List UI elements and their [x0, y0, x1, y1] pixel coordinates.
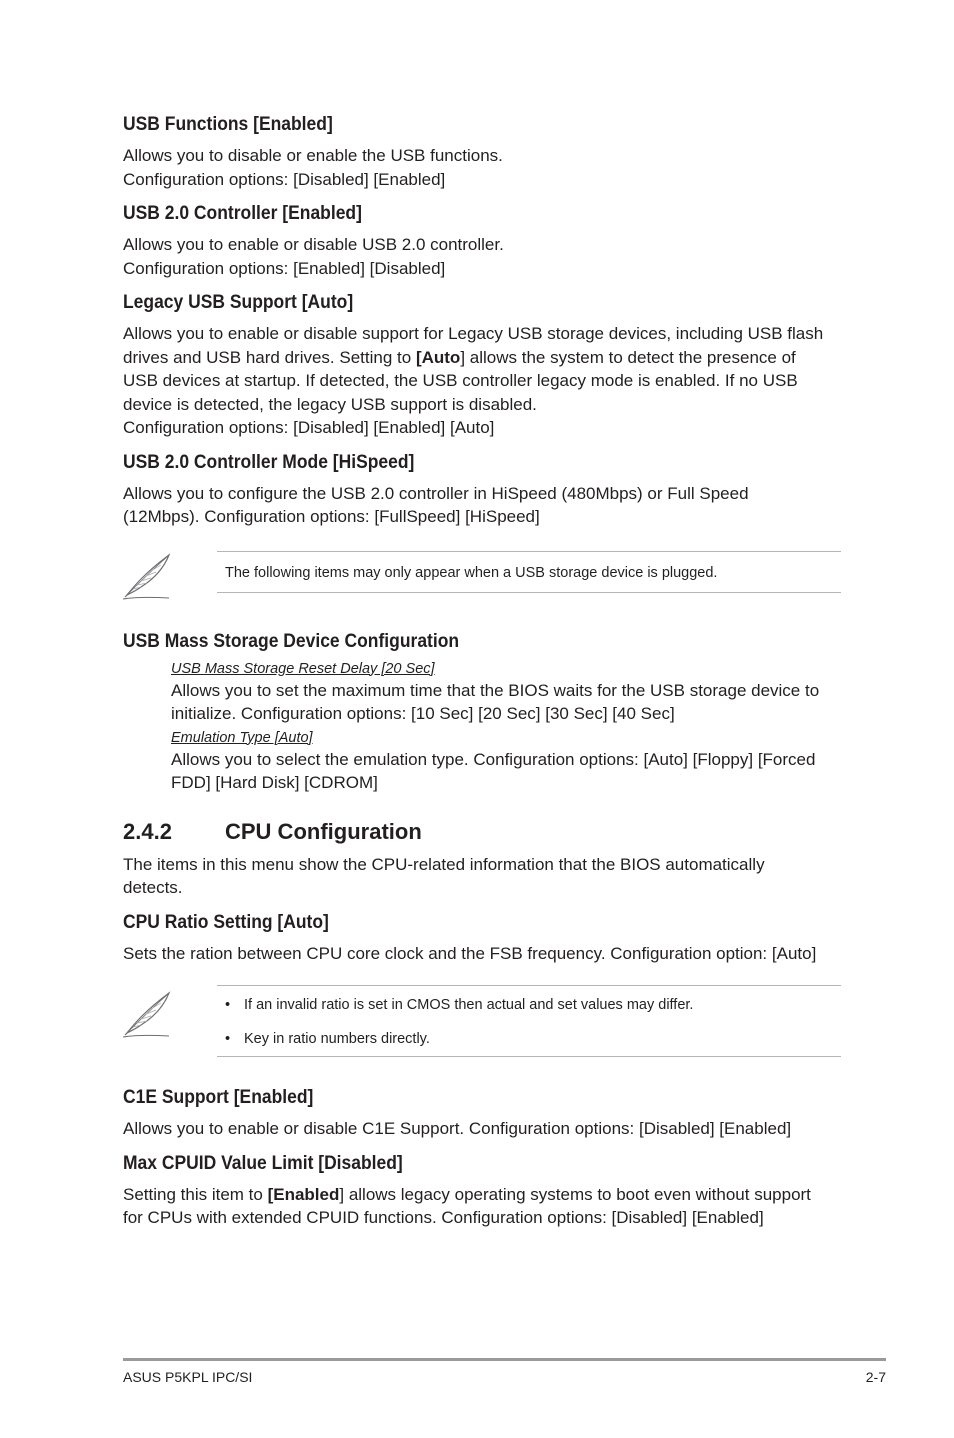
- paragraph-c1e: [123, 1117, 838, 1141]
- footer-page-number: 2-7: [865, 1369, 886, 1385]
- text-line: Allows you to enable or disable C1E Support. Configuration options: [Disabled] [Enabled]: [123, 1119, 792, 1138]
- text-line: [123, 346, 838, 370]
- list-item: [225, 1030, 841, 1048]
- text-line: FDD] [Hard Disk] [CDROM]: [171, 773, 378, 792]
- bold-run: [Auto: [415, 347, 461, 367]
- text-line: detects.: [123, 878, 183, 897]
- page-content: [123, 114, 838, 1242]
- paragraph-usb20-mode: [123, 482, 838, 529]
- section-cpu-ratio: [123, 912, 838, 966]
- list-item: [225, 996, 841, 1014]
- bullet: •: [225, 1031, 231, 1047]
- section-cpu-configuration: [123, 853, 838, 900]
- text-line: Allows you to select the emulation type. Configuration options: [Auto] [Floppy] [Forced: [171, 749, 816, 769]
- note-box: [217, 985, 841, 1057]
- bullet: •: [225, 997, 231, 1013]
- heading-usb20-mode: USB 2.0 Controller Mode [HiSpeed]: [123, 451, 415, 473]
- note-usb-storage: [121, 551, 838, 609]
- section-c1e: [123, 1087, 838, 1141]
- subitem-emulation-type: [171, 728, 838, 795]
- text-run: ] allows the system to detect the presence of: [460, 347, 796, 367]
- paragraph-cpu-ratio: [123, 942, 838, 966]
- text-line: Configuration options: [Disabled] [Enabled] [Auto]: [123, 418, 495, 437]
- text-line: Allows you to enable or disable support for Legacy USB storage devices, including USB flash: [123, 324, 824, 343]
- section-number: 2.4.2: [123, 818, 172, 844]
- paragraph-reset-delay: [171, 679, 838, 726]
- note-list: [217, 986, 841, 1056]
- list-item-text: If an invalid ratio is set in CMOS then actual and set values may differ.: [244, 997, 694, 1013]
- note-text: The following items may only appear when a USB storage device is plugged.: [225, 564, 718, 581]
- text-line: The items in this menu show the CPU-related information that the BIOS automatically: [123, 854, 765, 874]
- paragraph-emulation-type: [171, 748, 838, 795]
- text-line: device is detected, the legacy USB support is disabled.: [123, 394, 537, 414]
- text-line: for CPUs with extended CPUID functions. Configuration options: [Disabled] [Enabled]: [123, 1208, 764, 1227]
- footer-product-name: ASUS P5KPL IPC/SI: [123, 1369, 253, 1385]
- text-line: Allows you to set the maximum time that the BIOS waits for the USB storage device to: [171, 680, 820, 700]
- heading-legacy-usb: Legacy USB Support [Auto]: [123, 292, 354, 313]
- heading-cpu-ratio: CPU Ratio Setting [Auto]: [123, 911, 329, 933]
- footer-rule: [123, 1358, 886, 1361]
- heading-cpu-configuration: [123, 819, 838, 845]
- text-run: Setting this item to: [123, 1184, 268, 1204]
- heading-mass-storage: USB Mass Storage Device Configuration: [123, 630, 460, 652]
- text-line: Sets the ration between CPU core clock and the FSB frequency. Configuration option: [Auto]: [123, 943, 817, 963]
- section-usb20-mode: [123, 452, 838, 529]
- text-line: Allows you to disable or enable the USB functions.: [123, 146, 503, 165]
- text-line: Configuration options: [Disabled] [Enabled]: [123, 169, 446, 189]
- subitem-reset-delay: [171, 659, 838, 726]
- subheading-emulation-type: Emulation Type [Auto]: [171, 729, 313, 746]
- feather-pen-icon: [121, 551, 173, 601]
- text-run: drives and USB hard drives. Setting to: [123, 347, 416, 367]
- section-mass-storage: [123, 631, 838, 795]
- section-max-cpuid: [123, 1153, 838, 1230]
- text-line: (12Mbps). Configuration options: [FullSpeed] [HiSpeed]: [123, 507, 540, 526]
- paragraph-cpu-configuration: [123, 853, 838, 900]
- section-legacy-usb: [123, 292, 838, 440]
- text-line: Allows you to enable or disable USB 2.0 controller.: [123, 235, 504, 254]
- text-run: ] allows legacy operating systems to boot even without support: [339, 1184, 811, 1204]
- paragraph-legacy-usb: [123, 322, 838, 440]
- paragraph-usb-functions: [123, 144, 838, 191]
- text-line: initialize. Configuration options: [10 Sec] [20 Sec] [30 Sec] [40 Sec]: [171, 704, 675, 723]
- section-usb-functions: [123, 114, 838, 191]
- note-box: [217, 551, 841, 593]
- text-line: Allows you to configure the USB 2.0 controller in HiSpeed (480Mbps) or Full Speed: [123, 483, 749, 503]
- list-item-text: Key in ratio numbers directly.: [244, 1031, 430, 1047]
- text-line: Configuration options: [Enabled] [Disabled]: [123, 258, 446, 278]
- note-cpu-ratio: [121, 985, 838, 1061]
- text-line: USB devices at startup. If detected, the USB controller legacy mode is enabled. If no USB: [123, 371, 798, 390]
- text-line: [123, 1183, 838, 1207]
- section-title: CPU Configuration: [225, 818, 422, 844]
- heading-usb20-controller: USB 2.0 Controller [Enabled]: [123, 203, 362, 224]
- heading-c1e: C1E Support [Enabled]: [123, 1087, 314, 1108]
- paragraph-max-cpuid: [123, 1183, 838, 1230]
- feather-pen-icon: [121, 989, 173, 1039]
- paragraph-usb20-controller: [123, 233, 838, 280]
- subheading-reset-delay: USB Mass Storage Reset Delay [20 Sec]: [171, 660, 435, 677]
- bold-run: [Enabled: [267, 1184, 340, 1204]
- section-usb20-controller: [123, 203, 838, 280]
- heading-max-cpuid: Max CPUID Value Limit [Disabled]: [123, 1152, 403, 1174]
- heading-usb-functions: USB Functions [Enabled]: [123, 114, 333, 135]
